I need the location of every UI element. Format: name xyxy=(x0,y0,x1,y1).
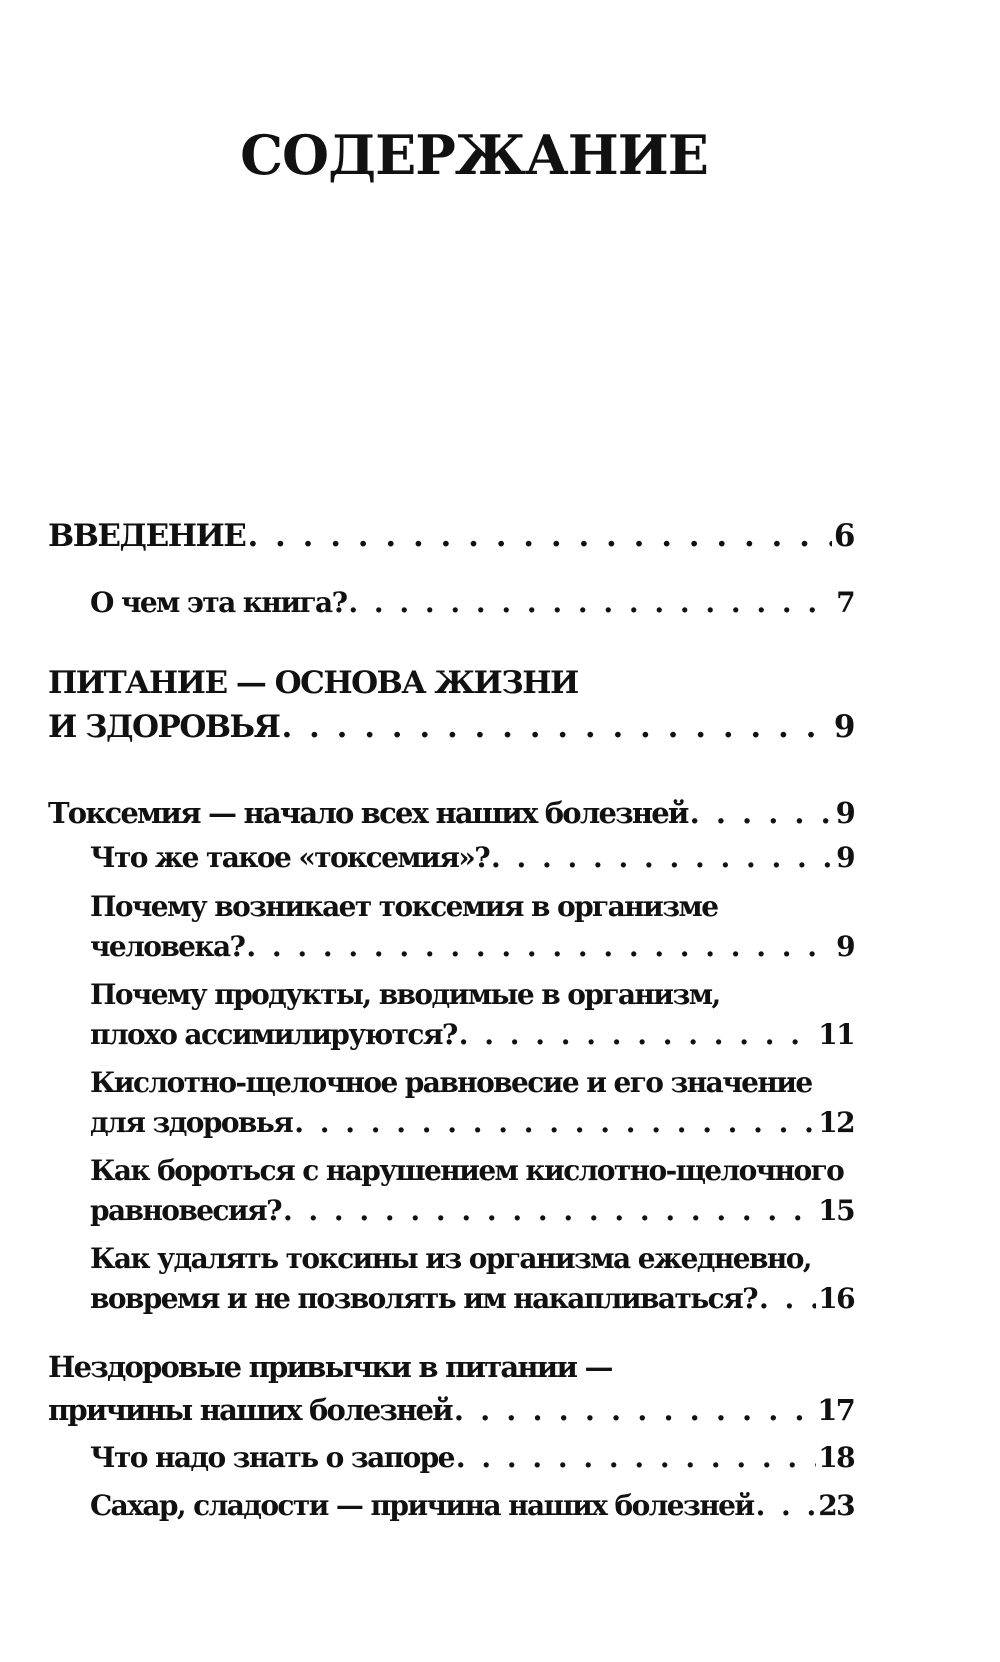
toc-entry-title: ВВЕДЕНИЕ xyxy=(48,518,246,554)
toc-entry-sugar[interactable] xyxy=(90,1489,854,1522)
toc-entry-why-toxemia[interactable] xyxy=(90,930,854,963)
toc-entry-title: человека? xyxy=(90,930,245,963)
toc-entry-fight-balance[interactable] xyxy=(90,1194,854,1227)
toc-entry-title: вовремя и не позволять им накапливаться? xyxy=(90,1282,757,1315)
toc-entry-title: равновесия? xyxy=(90,1194,281,1227)
toc-entry-why-products[interactable] xyxy=(90,1018,854,1051)
toc-entry-why-toxemia-line1: Почему возникает токсемия в организме xyxy=(90,890,718,923)
leader-dots xyxy=(348,586,834,619)
leader-dots xyxy=(283,1194,816,1227)
leader-dots xyxy=(294,1106,816,1139)
leader-dots xyxy=(246,930,834,963)
toc-entry-title: Что же такое «токсемия»? xyxy=(90,841,490,874)
toc-page-number: 12 xyxy=(818,1106,854,1139)
toc-entry-what-toxemia[interactable] xyxy=(90,841,854,874)
toc-entry-acid-base[interactable] xyxy=(90,1106,854,1139)
leader-dots xyxy=(759,1282,816,1315)
toc-entry-intro[interactable] xyxy=(48,518,854,554)
toc-page-number: 18 xyxy=(818,1441,854,1474)
toc-entry-title: О чем эта книга? xyxy=(90,586,347,619)
toc-entry-title: И ЗДОРОВЬЯ xyxy=(48,709,280,745)
leader-dots xyxy=(247,518,831,554)
toc-entry-bad-habits-line1: Нездоровые привычки в питании — xyxy=(48,1350,612,1384)
leader-dots xyxy=(281,709,831,745)
toc-page-number: 7 xyxy=(836,586,854,619)
toc-entry-title: причины наших болезней xyxy=(48,1393,452,1427)
toc-page-number: 17 xyxy=(817,1393,854,1427)
toc-entry-remove-toxins-line1: Как удалять токсины из организма ежедневно, xyxy=(90,1242,811,1275)
toc-page-number: 15 xyxy=(818,1194,854,1227)
toc-page-number: 9 xyxy=(836,841,854,874)
leader-dots xyxy=(690,796,834,830)
toc-page-number: 9 xyxy=(835,796,854,830)
toc-entry-title: Токсемия — начало всех наших болезней xyxy=(48,796,688,830)
toc-page-number: 6 xyxy=(833,518,854,554)
toc-entry-about-book[interactable] xyxy=(90,586,854,619)
toc-entry-fight-balance-line1: Как бороться с нарушением кислотно-щелочного xyxy=(90,1154,844,1187)
page-title: СОДЕРЖАНИЕ xyxy=(240,123,708,187)
toc-page-number: 11 xyxy=(818,1018,854,1051)
leader-dots xyxy=(756,1489,817,1522)
toc-page-number: 9 xyxy=(833,709,854,745)
toc-entry-title: для здоровья xyxy=(90,1106,293,1139)
toc-entry-toxemia[interactable] xyxy=(48,796,854,830)
toc-entry-title: Что надо знать о запоре xyxy=(90,1441,454,1474)
leader-dots xyxy=(491,841,834,874)
toc-entry-remove-toxins[interactable] xyxy=(90,1282,854,1315)
toc-entry-bad-habits[interactable] xyxy=(48,1393,854,1427)
toc-entry-title: Сахар, сладости — причина наших болезней xyxy=(90,1489,754,1522)
toc-entry-constipation[interactable] xyxy=(90,1441,854,1474)
toc-entry-nutrition-line1: ПИТАНИЕ — ОСНОВА ЖИЗНИ xyxy=(48,665,578,701)
toc-entry-title: плохо ассимилируются? xyxy=(90,1018,457,1051)
leader-dots xyxy=(459,1018,816,1051)
toc-entry-nutrition[interactable] xyxy=(48,709,854,745)
toc-page-number: 23 xyxy=(818,1489,854,1522)
toc-entry-acid-base-line1: Кислотно-щелочное равновесие и его значение xyxy=(90,1066,812,1099)
toc-page-number: 16 xyxy=(818,1282,854,1315)
leader-dots xyxy=(454,1393,815,1427)
toc-page-number: 9 xyxy=(836,930,854,963)
toc-entry-why-products-line1: Почему продукты, вводимые в организм, xyxy=(90,978,720,1011)
leader-dots xyxy=(456,1441,816,1474)
